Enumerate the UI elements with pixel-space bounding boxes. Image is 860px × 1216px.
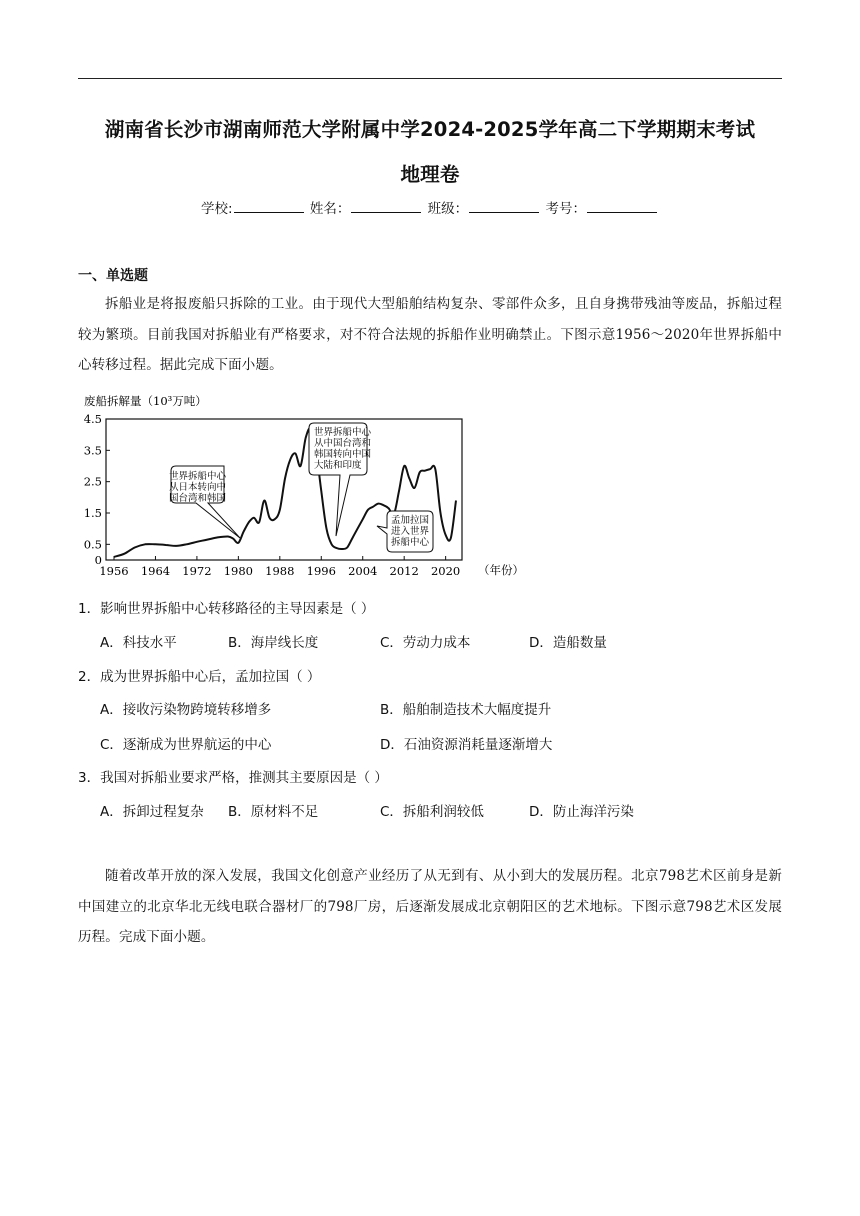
x-tick-label: 1964 bbox=[140, 564, 171, 578]
student-info-row bbox=[0, 197, 860, 217]
q1-option-a[interactable]: A．科技水平 bbox=[100, 635, 177, 651]
section-title: 一、单选题 bbox=[78, 268, 148, 284]
y-tick-label: 2.5 bbox=[83, 474, 102, 489]
callout-japan-to-taiwan-korea bbox=[169, 466, 240, 538]
x-tick-label: 2020 bbox=[430, 564, 461, 578]
class-blank[interactable] bbox=[469, 200, 539, 213]
chart-ylabel: 废船拆解量（10³万吨） bbox=[84, 394, 207, 408]
chart-xlabel: （年份） bbox=[478, 563, 524, 577]
exam-no-blank[interactable] bbox=[587, 200, 657, 213]
q1-option-d[interactable]: D．造船数量 bbox=[529, 635, 607, 651]
exam-title-line2: 地理卷 bbox=[400, 163, 460, 186]
school-blank[interactable] bbox=[234, 200, 304, 213]
callout-3-line3: 拆船中心 bbox=[390, 537, 430, 548]
exam-title-line1: 湖南省长沙市湖南师范大学附属中学2024-2025学年高二下学期期末考试 bbox=[104, 118, 756, 141]
x-tick-label: 2004 bbox=[348, 564, 378, 578]
callout-1-line2: 从日本转向中 bbox=[168, 482, 227, 493]
question-2-stem: 2．成为世界拆船中心后，孟加拉国（ ） bbox=[78, 669, 321, 685]
q3-option-a[interactable]: A．拆卸过程复杂 bbox=[100, 804, 204, 820]
name-label: 姓名： bbox=[309, 201, 351, 217]
q3-option-c[interactable]: C．拆船利润较低 bbox=[380, 804, 484, 820]
passage-ship-breaking: 拆船业是将报废船只拆除的工业。由于现代大型船舶结构复杂、零部件众多，且自身携带残油等废品，拆船过程较为繁琐。目前我国对拆船业有严格要求，对不符合法规的拆船作业明确禁止。下图示意1956～2020年世界拆船中心转移过程。据此完成下面小题。 bbox=[78, 296, 782, 373]
callout-2-line3: 韩国转向中国 bbox=[314, 449, 372, 460]
y-tick-label: 0.5 bbox=[83, 537, 102, 552]
callout-1-line3: 国台湾和韩国 bbox=[168, 493, 227, 504]
q3-option-b[interactable]: B．原材料不足 bbox=[228, 804, 319, 820]
q3-option-d[interactable]: D．防止海洋污染 bbox=[529, 804, 634, 820]
x-tick-label: 1988 bbox=[265, 564, 295, 578]
x-tick-label: 2012 bbox=[389, 564, 419, 578]
x-tick-label: 1956 bbox=[99, 564, 129, 578]
callout-2-line2: 从中国台湾和 bbox=[314, 438, 372, 449]
question-3-stem: 3．我国对拆船业要求严格，推测其主要原因是（ ） bbox=[78, 770, 388, 786]
callout-2-line4: 大陆和印度 bbox=[314, 460, 362, 471]
ship-breaking-chart bbox=[78, 388, 538, 580]
q2-option-d[interactable]: D．石油资源消耗量逐渐增大 bbox=[380, 737, 553, 753]
y-tick-label: 4.5 bbox=[83, 412, 102, 426]
header-rule bbox=[78, 78, 782, 79]
question-1-stem: 1．影响世界拆船中心转移路径的主导因素是（ ） bbox=[78, 601, 375, 617]
y-tick-label: 1.5 bbox=[83, 506, 102, 520]
name-blank[interactable] bbox=[351, 200, 421, 213]
q1-option-b[interactable]: B．海岸线长度 bbox=[228, 635, 319, 651]
callout-2-line1: 世界拆船中心 bbox=[314, 427, 372, 438]
exam-no-label: 考号： bbox=[545, 201, 586, 217]
q2-option-a[interactable]: A．接收污染物跨境转移增多 bbox=[100, 702, 272, 718]
chart-xticks bbox=[99, 556, 460, 578]
callout-3-line1: 孟加拉国 bbox=[390, 515, 430, 526]
x-tick-label: 1972 bbox=[182, 564, 212, 578]
passage-798-art-district: 随着改革开放的深入发展，我国文化创意产业经历了从无到有、从小到大的发展历程。北京798艺术区前身是新中国建立的北京华北无线电联合器材厂的798厂房，后逐渐发展成北京朝阳区的艺术地标。下图示意798艺术区发展历程。完成下面小题。 bbox=[78, 868, 782, 945]
x-tick-label: 1980 bbox=[223, 564, 254, 578]
y-tick-label: 0 bbox=[94, 553, 102, 567]
callout-3-line2: 进入世界 bbox=[390, 526, 430, 537]
y-tick-label: 3.5 bbox=[83, 443, 102, 458]
class-label: 班级： bbox=[427, 201, 469, 217]
school-label: 学校: bbox=[201, 201, 233, 217]
q1-option-c[interactable]: C．劳动力成本 bbox=[380, 635, 471, 651]
x-tick-label: 1996 bbox=[306, 564, 336, 578]
callout-bangladesh bbox=[377, 511, 433, 552]
q2-option-c[interactable]: C．逐渐成为世界航运的中心 bbox=[100, 737, 272, 753]
callout-1-line1: 世界拆船中心 bbox=[168, 471, 227, 482]
q2-option-b[interactable]: B．船舶制造技术大幅度提升 bbox=[380, 702, 552, 718]
